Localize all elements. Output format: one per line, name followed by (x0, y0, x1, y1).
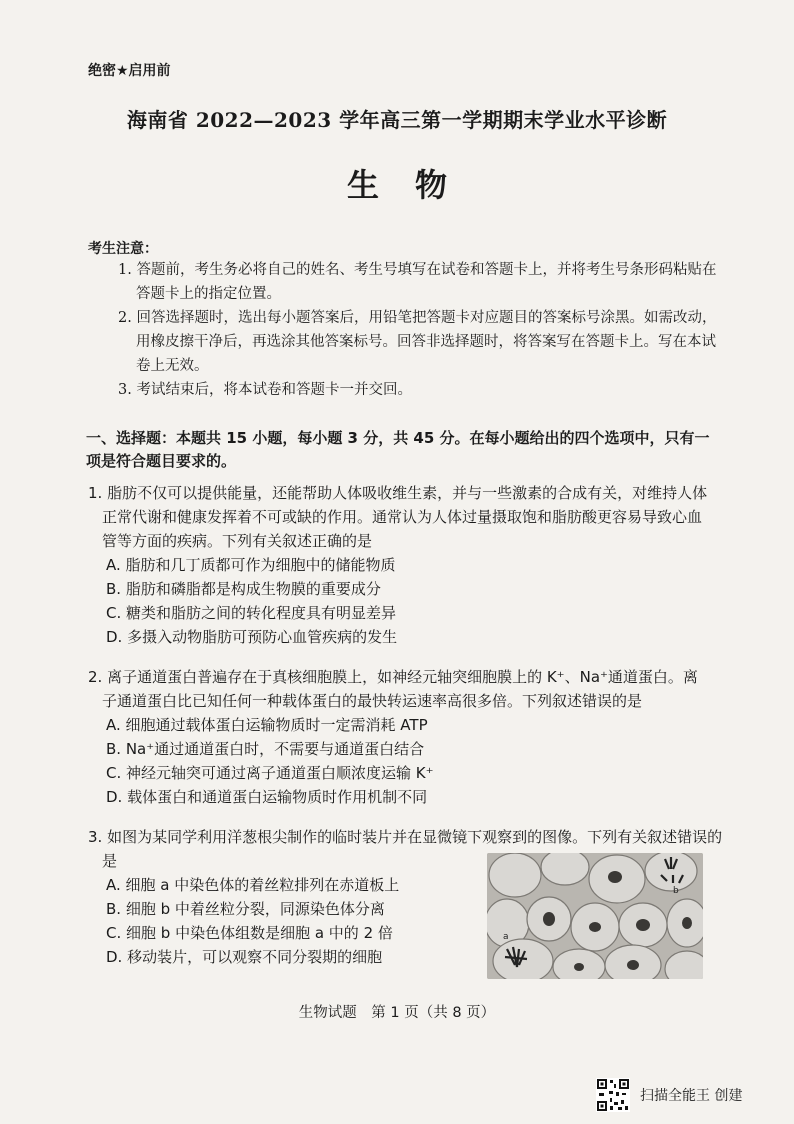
option-d: D. 载体蛋白和通道蛋白运输物质时作用机制不同 (106, 788, 428, 806)
exam-title: 海南省 2022—2023 学年高三第一学期期末学业水平诊断 (126, 108, 668, 132)
option-b: B. Na⁺通过通道蛋白时，不需要与通道蛋白结合 (106, 740, 425, 758)
notice-list (118, 258, 718, 402)
option-a: A. 细胞 a 中染色体的着丝粒排列在赤道板上 (106, 876, 400, 894)
question-stem: 2. 离子通道蛋白普遍存在于真核细胞膜上，如神经元轴突细胞膜上的 K⁺、Na⁺通道蛋白。离子通道蛋白比已知任何一种载体蛋白的最快转运速率高很多倍。下列叙述错误的是 (88, 668, 698, 710)
notice-heading: 考生注意： (88, 241, 158, 257)
option-d: D. 多摄入动物脂肪可预防心血管疾病的发生 (106, 628, 398, 646)
question-2 (88, 665, 712, 809)
question-1 (88, 481, 712, 649)
section-heading: 一、选择题：本题共 15 小题，每小题 3 分，共 45 分。在每小题给出的四个选项中，只有一项是符合题目要求的。 (86, 429, 710, 470)
notice-item: 1. 答题前，考生务必将自己的姓名、考生号填写在试卷和答题卡上，并将考生号条形码粘贴在答题卡上的指定位置。 (118, 262, 717, 302)
question-3 (88, 825, 723, 969)
qr-code-icon (596, 1078, 630, 1112)
option-d: D. 移动装片，可以观察不同分裂期的细胞 (106, 948, 383, 966)
confidential-label: 绝密★启用前 (88, 63, 171, 79)
option-a: A. 细胞通过载体蛋白运输物质时一定需消耗 ATP (106, 716, 428, 734)
cell-a-label: a (503, 932, 509, 942)
question-stem: 1. 脂肪不仅可以提供能量，还能帮助人体吸收维生素，并与一些激素的合成有关，对维持人体正常代谢和健康发挥着不可或缺的作用。通常认为人体过量摄取饱和脂肪酸更容易导致心血管等方面的疾病。下列有关叙述正确的是 (88, 484, 708, 550)
option-c: C. 糖类和脂肪之间的转化程度具有明显差异 (106, 604, 397, 622)
notice-item: 2. 回答选择题时，选出每小题答案后，用铅笔把答题卡对应题目的答案标号涂黑。如需改动，用橡皮擦干净后，再选涂其他答案标号。回答非选择题时，将答案写在答题卡上。写在本试卷上无效。 (118, 310, 717, 374)
option-c: C. 细胞 b 中染色体组数是细胞 a 中的 2 倍 (106, 924, 393, 942)
subject-title: 生物 (346, 166, 483, 204)
page-footer: 生物试题 第 1 页（共 8 页） (298, 1005, 496, 1021)
cell-b-label: b (673, 886, 679, 896)
notice-item: 3. 考试结束后，将本试卷和答题卡一并交回。 (118, 382, 412, 398)
option-b: B. 脂肪和磷脂都是构成生物膜的重要成分 (106, 580, 381, 598)
scanner-watermark: 扫描全能王 创建 (640, 1088, 743, 1104)
option-c: C. 神经元轴突可通过离子通道蛋白顺浓度运输 K⁺ (106, 764, 434, 782)
option-b: B. 细胞 b 中着丝粒分裂，同源染色体分离 (106, 900, 385, 918)
question-stem: 3. 如图为某同学利用洋葱根尖制作的临时装片并在显微镜下观察到的图像。下列有关叙述错误的是 (88, 828, 723, 870)
option-a: A. 脂肪和几丁质都可作为细胞中的储能物质 (106, 556, 396, 574)
microscope-image (487, 853, 703, 979)
